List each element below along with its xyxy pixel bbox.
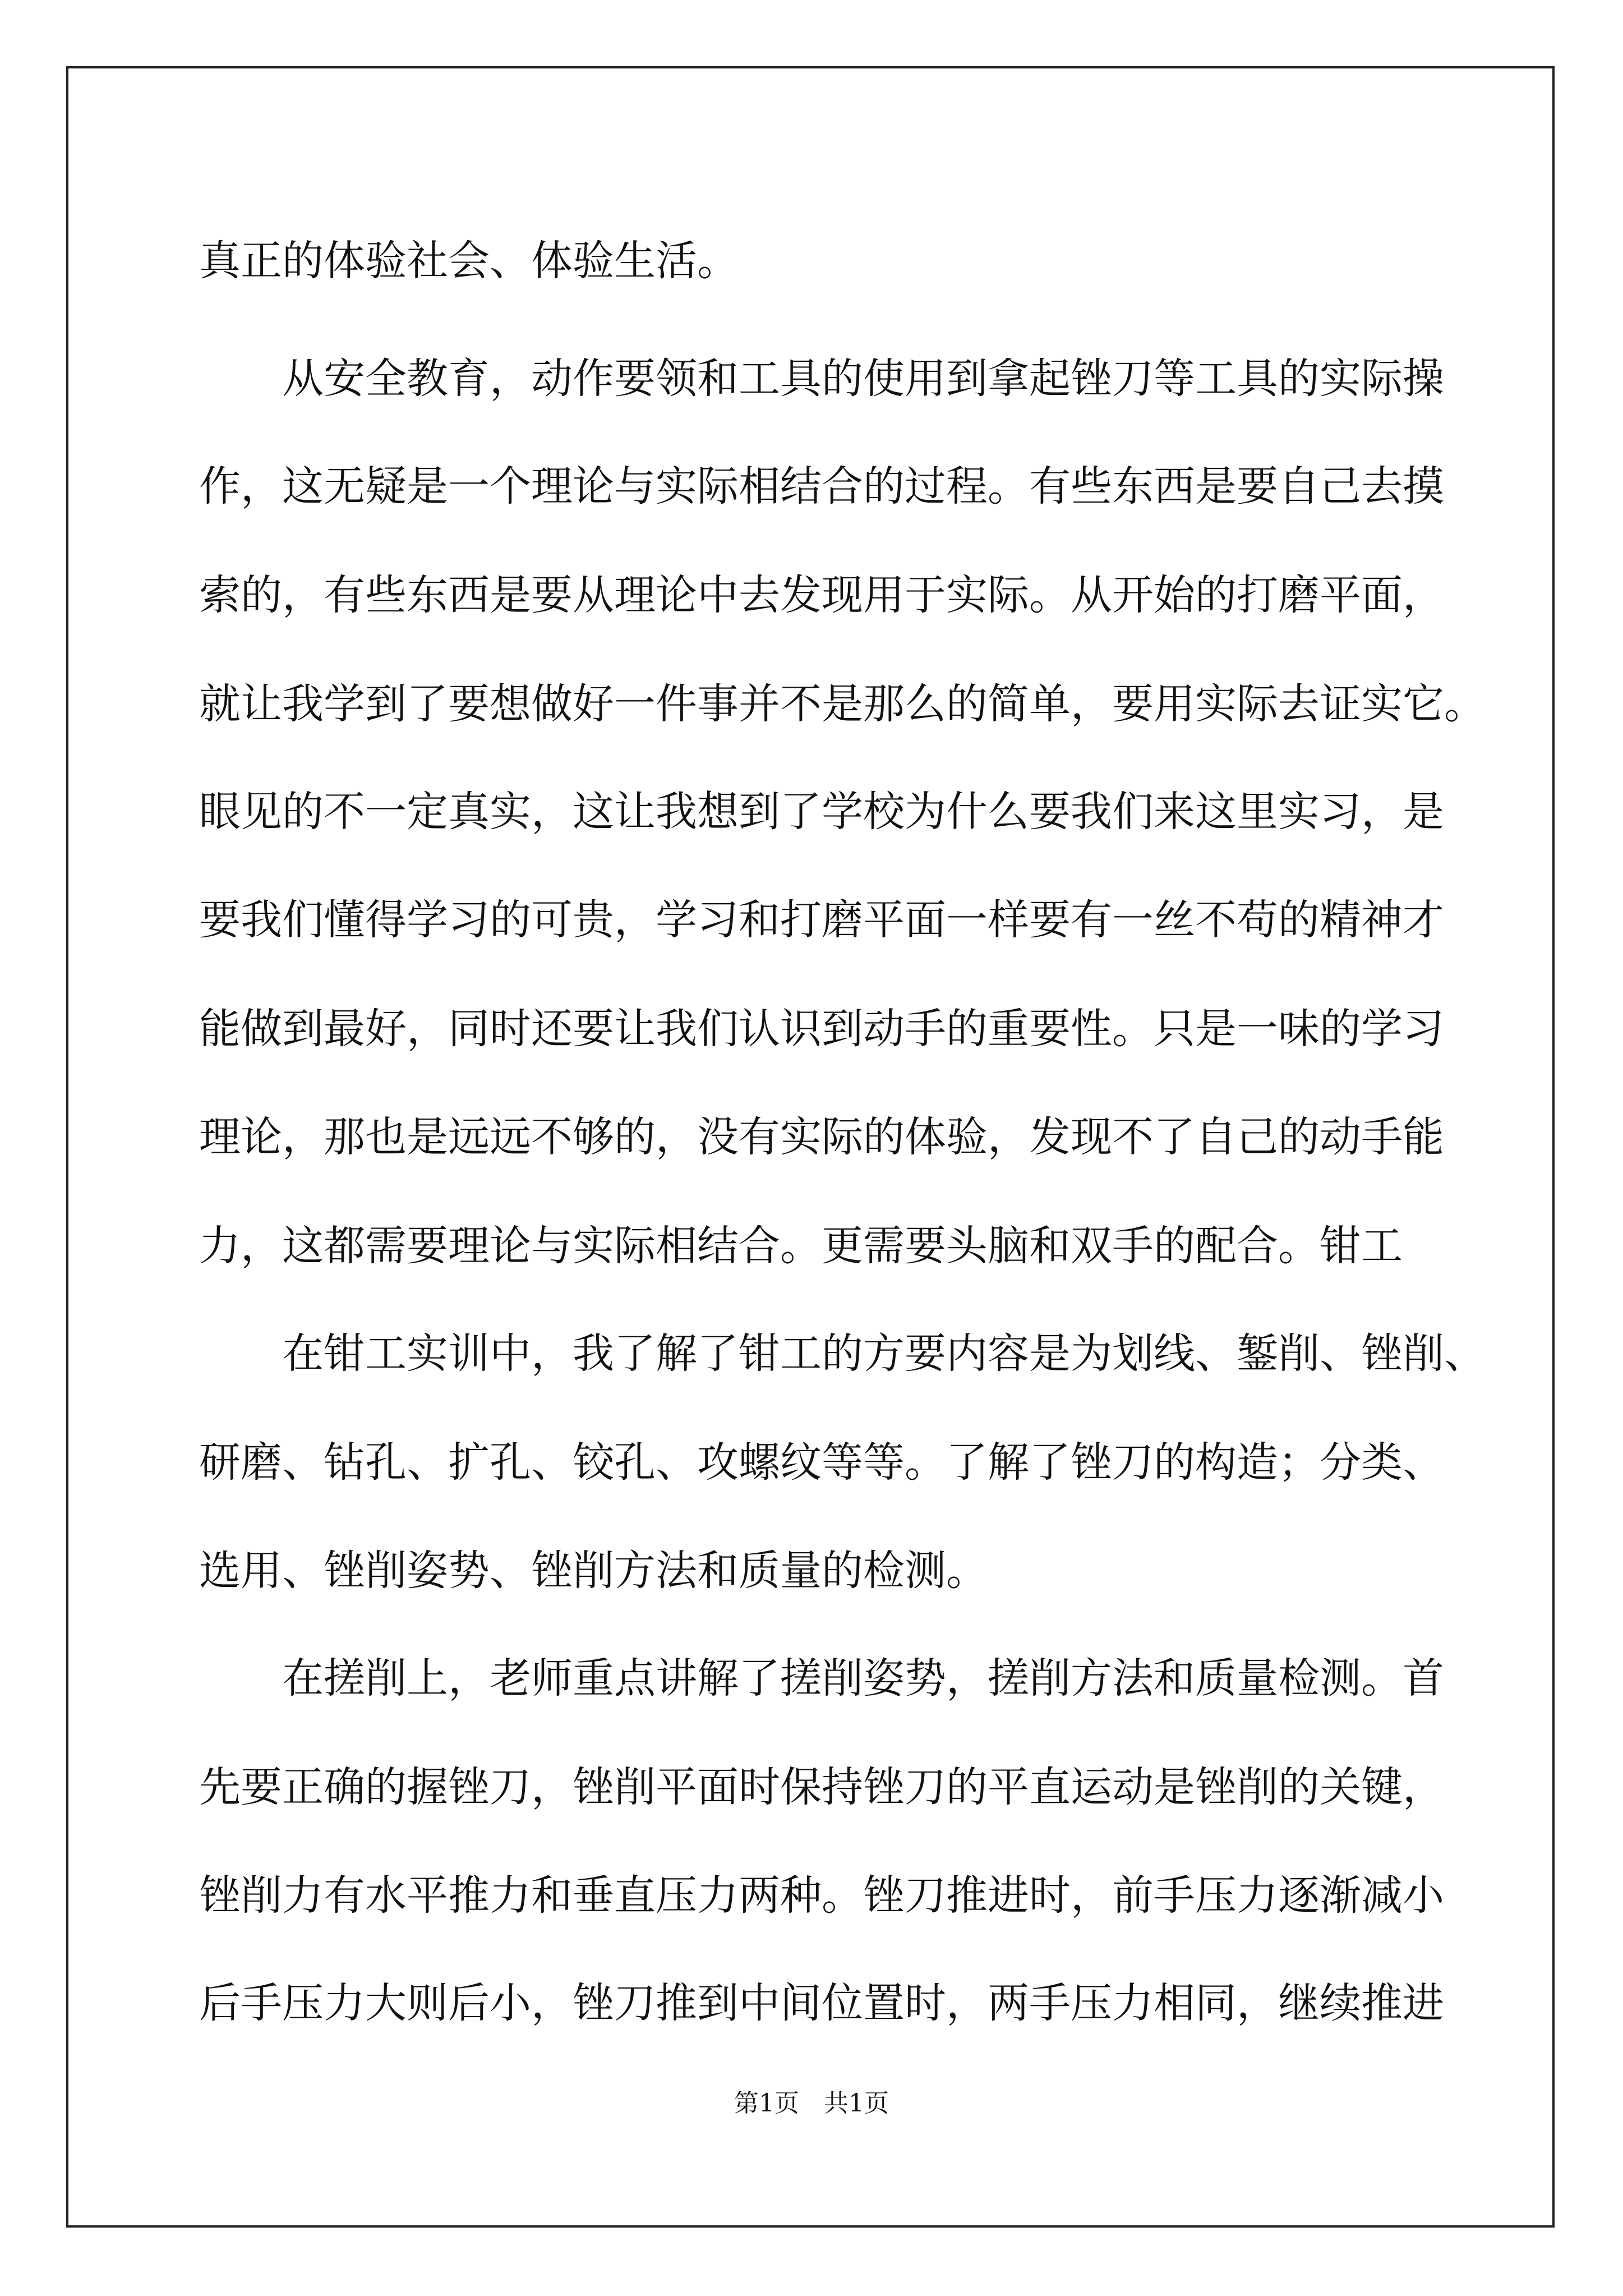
paragraph-start-line: 在搓削上，老师重点讲解了搓削姿势，搓削方法和质量检测。首 bbox=[282, 1654, 1444, 1703]
paragraph-start-line: 在钳工实训中，我了解了钳工的方要内容是为划线、錾削、锉削、 bbox=[282, 1329, 1486, 1378]
text-line: 先要正确的握锉刀，锉削平面时保持锉刀的平直运动是锉削的关键， bbox=[199, 1763, 1444, 1811]
text-line: 研磨、钻孔、扩孔、铰孔、攻螺纹等等。了解了锉刀的构造；分类、 bbox=[199, 1438, 1444, 1487]
text-line: 能做到最好，同时还要让我们认识到动手的重要性。只是一味的学习 bbox=[199, 1005, 1444, 1053]
page-footer: 第1页 共1页 bbox=[734, 2089, 889, 2118]
text-line: 就让我学到了要想做好一件事并不是那么的简单，要用实际去证实它。 bbox=[199, 680, 1486, 728]
text-line: 后手压力大则后小，锉刀推到中间位置时，两手压力相同，继续推进 bbox=[199, 1979, 1444, 2027]
text-line: 索的，有些东西是要从理论中去发现用于实际。从开始的打磨平面， bbox=[199, 571, 1444, 619]
text-line: 眼见的不一定真实，这让我想到了学校为什么要我们来这里实习，是 bbox=[199, 788, 1444, 836]
text-line: 真正的体验社会、体验生活。 bbox=[199, 237, 739, 285]
paragraph-start-line: 从安全教育，动作要领和工具的使用到拿起锉刀等工具的实际操 bbox=[282, 355, 1444, 403]
text-line: 锉削力有水平推力和垂直压力两种。锉刀推进时，前手压力逐渐减小 bbox=[199, 1871, 1444, 1920]
text-line: 力，这都需要理论与实际相结合。更需要头脑和双手的配合。钳工 bbox=[199, 1222, 1403, 1270]
text-line: 选用、锉削姿势、锉削方法和质量的检测。 bbox=[199, 1547, 988, 1595]
text-line: 要我们懂得学习的可贵，学习和打磨平面一样要有一丝不苟的精神才 bbox=[199, 896, 1444, 944]
text-line: 理论，那也是远远不够的，没有实际的体验，发现不了自己的动手能 bbox=[199, 1113, 1444, 1161]
text-line: 作，这无疑是一个理论与实际相结合的过程。有些东西是要自己去摸 bbox=[199, 462, 1444, 510]
